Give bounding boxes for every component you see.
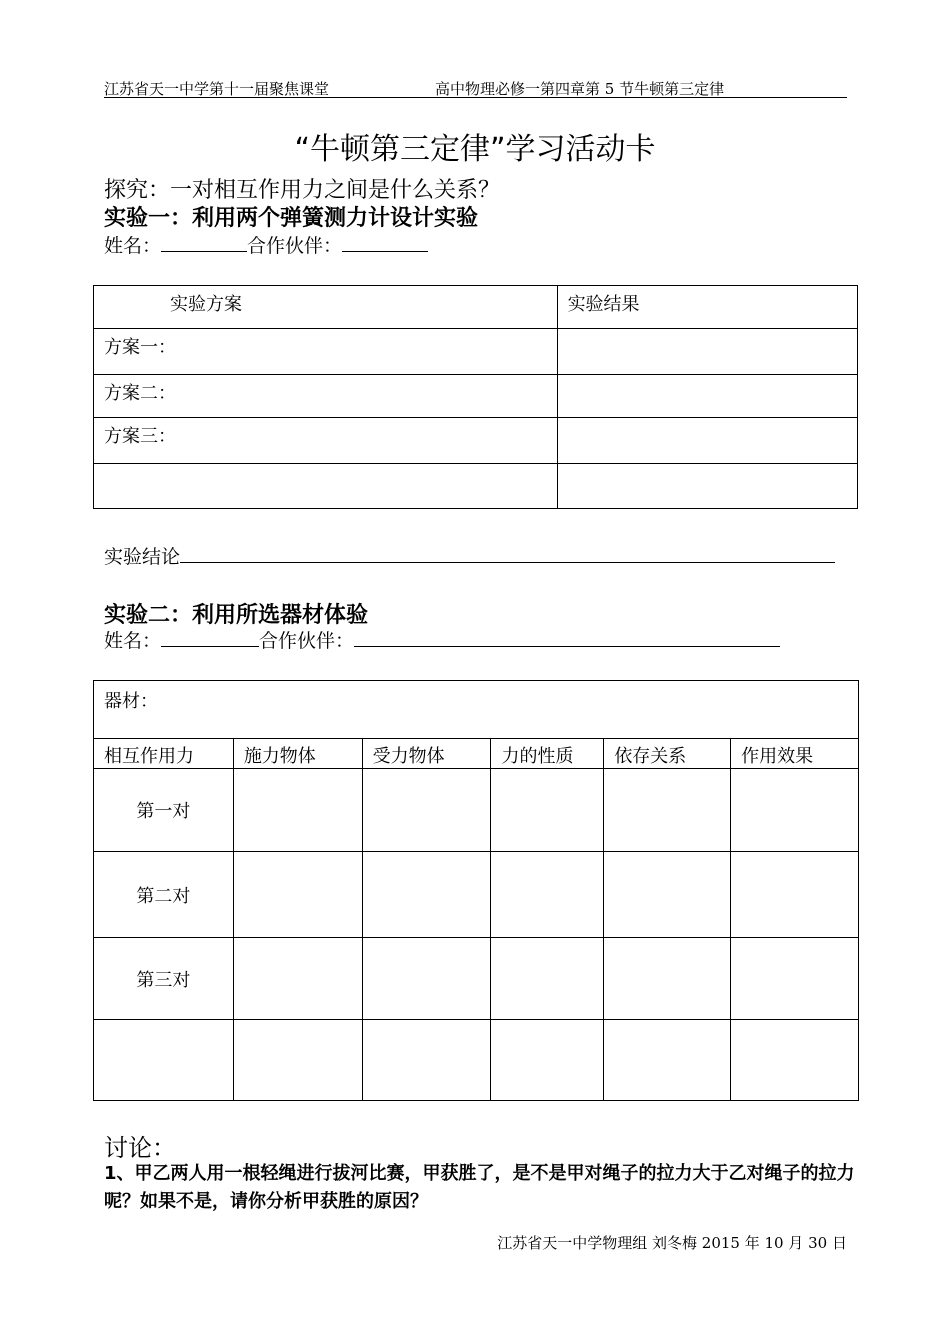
footer-credit: 江苏省天一中学物理组 刘冬梅 2015 年 10 月 30 日 [497,1234,847,1252]
exp1-name-line [104,231,428,258]
exp1-table [93,285,858,509]
pair-label: 第二对 [94,852,234,938]
conclusion-blank[interactable] [180,544,835,563]
table-cell[interactable] [491,1020,604,1101]
col-header: 施力物体 [233,739,362,769]
plan-cell[interactable]: 方案三： [94,418,558,464]
table-cell[interactable] [731,938,859,1020]
inquiry-question: 探究：一对相互作用力之间是什么关系？ [104,178,501,203]
table-cell[interactable] [604,938,731,1020]
col-result-header: 实验结果 [557,286,857,329]
exp2-name-line [104,626,780,653]
table-cell[interactable] [233,1020,362,1101]
table-cell[interactable] [362,938,491,1020]
name-blank[interactable] [161,628,259,647]
partner-blank[interactable] [354,628,780,647]
table-cell[interactable] [362,1020,491,1101]
table-cell[interactable] [362,852,491,938]
table-row [94,938,859,1020]
col-header: 力的性质 [491,739,604,769]
pair-label: 第三对 [94,938,234,1020]
col-header: 依存关系 [604,739,731,769]
table-row [94,852,859,938]
table-cell[interactable] [604,852,731,938]
conclusion-label: 实验结论 [104,546,181,568]
name-label: 姓名： [104,235,162,257]
table-cell[interactable] [233,769,362,852]
name-label: 姓名： [104,630,162,652]
discussion-heading: 讨论： [104,1134,176,1162]
discussion-question-1: 1、甲乙两人用一根轻绳进行拔河比赛，甲获胜了，是不是甲对绳子的拉力大于乙对绳子的拉力呢？如果不是，请你分析甲获胜的原因？ [104,1163,855,1212]
table-cell[interactable] [731,1020,859,1101]
partner-blank[interactable] [342,233,428,252]
table-cell[interactable] [491,769,604,852]
exp1-conclusion [104,542,835,569]
result-cell[interactable] [557,329,857,375]
table-cell[interactable] [233,938,362,1020]
plan-cell[interactable] [94,464,558,509]
table-cell[interactable] [604,1020,731,1101]
table-row [94,1020,859,1101]
exp2-heading: 实验二：利用所选器材体验 [104,603,369,628]
exp1-heading: 实验一：利用两个弹簧测力计设计实验 [104,206,479,231]
table-cell[interactable] [491,938,604,1020]
table-cell[interactable] [731,852,859,938]
table-cell[interactable] [362,769,491,852]
equipment-cell[interactable]: 器材： [94,681,859,739]
partner-label: 合作伙伴： [259,630,355,652]
exp2-table [93,680,859,1101]
table-row [94,769,859,852]
col-header: 作用效果 [731,739,859,769]
header-rule [104,97,847,98]
page-title: “牛顿第三定律”学习活动卡 [294,132,656,167]
col-header: 受力物体 [362,739,491,769]
table-cell[interactable] [233,852,362,938]
pair-label: 第一对 [94,769,234,852]
plan-cell[interactable]: 方案二： [94,375,558,418]
header-left: 江苏省天一中学第十一届聚焦课堂 [104,80,330,98]
plan-cell[interactable]: 方案一： [94,329,558,375]
partner-label: 合作伙伴： [247,235,343,257]
result-cell[interactable] [557,464,857,509]
table-cell[interactable] [604,769,731,852]
table-cell[interactable] [491,852,604,938]
name-blank[interactable] [161,233,247,252]
header-right: 高中物理必修一第四章第 5 节牛顿第三定律 [435,80,725,98]
result-cell[interactable] [557,375,857,418]
table-cell[interactable] [731,769,859,852]
result-cell[interactable] [557,418,857,464]
col-plan-header: 实验方案 [94,286,558,329]
col-header: 相互作用力 [94,739,234,769]
pair-label [94,1020,234,1101]
